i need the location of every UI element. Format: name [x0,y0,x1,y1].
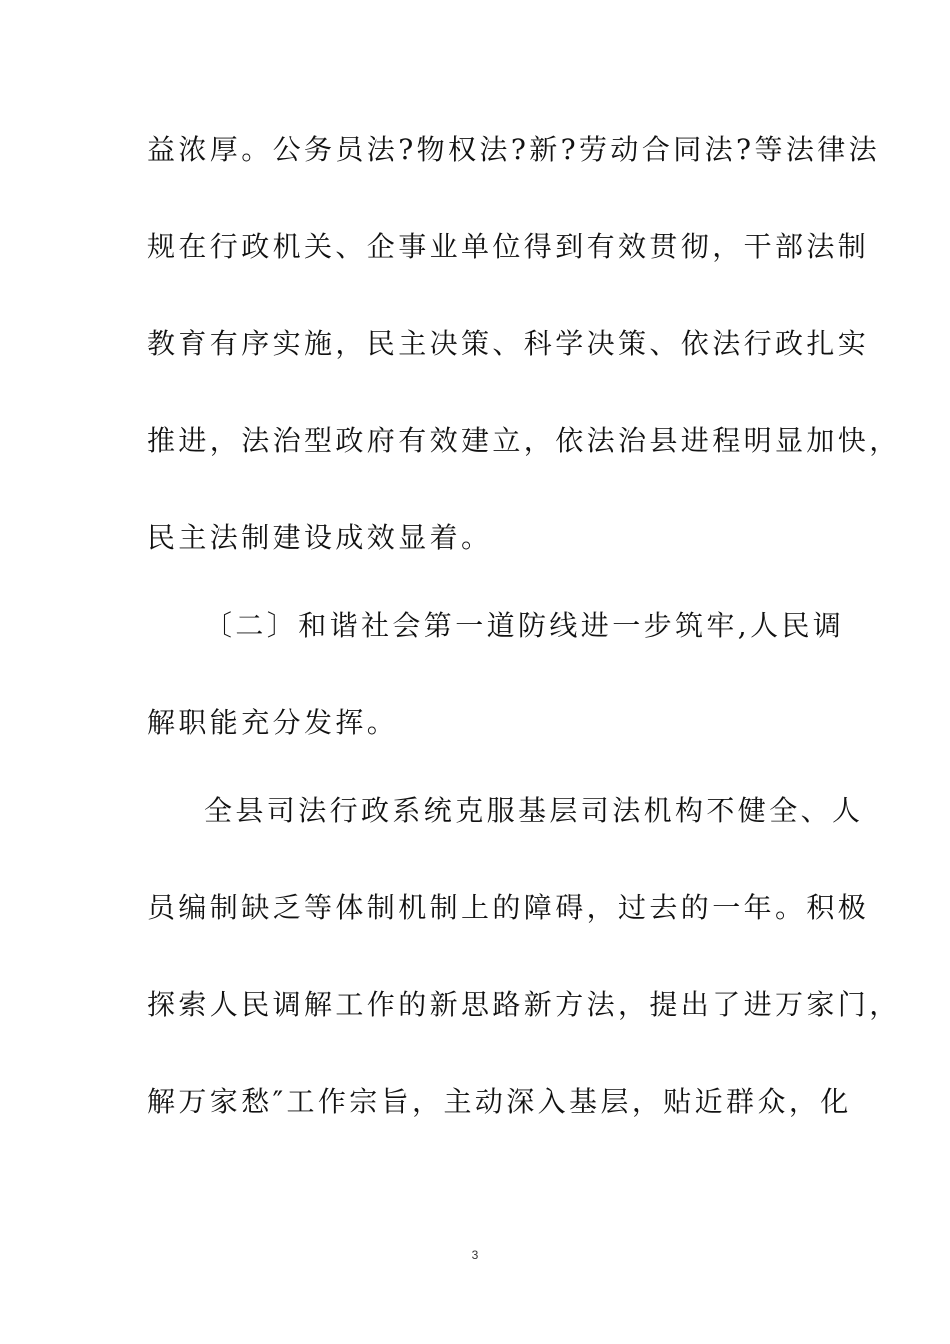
section-heading-line-2: 解职能充分发挥。 [147,706,399,739]
paragraph-line-6: 全县司法行政系统克服基层司法机构不健全、人 [204,794,864,827]
paragraph-line-5: 民主法制建设成效显着。 [147,521,493,554]
paragraph-line-2: 规在行政机关、企事业单位得到有效贯彻，干部法制 [147,230,870,263]
section-heading-line-1: 〔二〕和谐社会第一道防线进一步筑牢,人民调 [204,609,845,642]
paragraph-line-7: 员编制缺乏等体制机制上的障碍，过去的一年。积极 [147,891,870,924]
paragraph-line-4: 推进，法治型政府有效建立，依法治县进程明显加快， [147,424,901,457]
paragraph-line-1: 益浓厚。公务员法?物权法?新?劳动合同法?等法律法 [147,133,881,166]
paragraph-line-8: 探索人民调解工作的新思路新方法，提出了进万家门， [147,988,901,1021]
page-number: 3 [471,1248,479,1262]
paragraph-line-3: 教育有序实施，民主决策、科学决策、依法行政扎实 [147,327,870,360]
paragraph-line-9: 解万家愁″工作宗旨，主动深入基层，贴近群众，化 [147,1085,852,1118]
